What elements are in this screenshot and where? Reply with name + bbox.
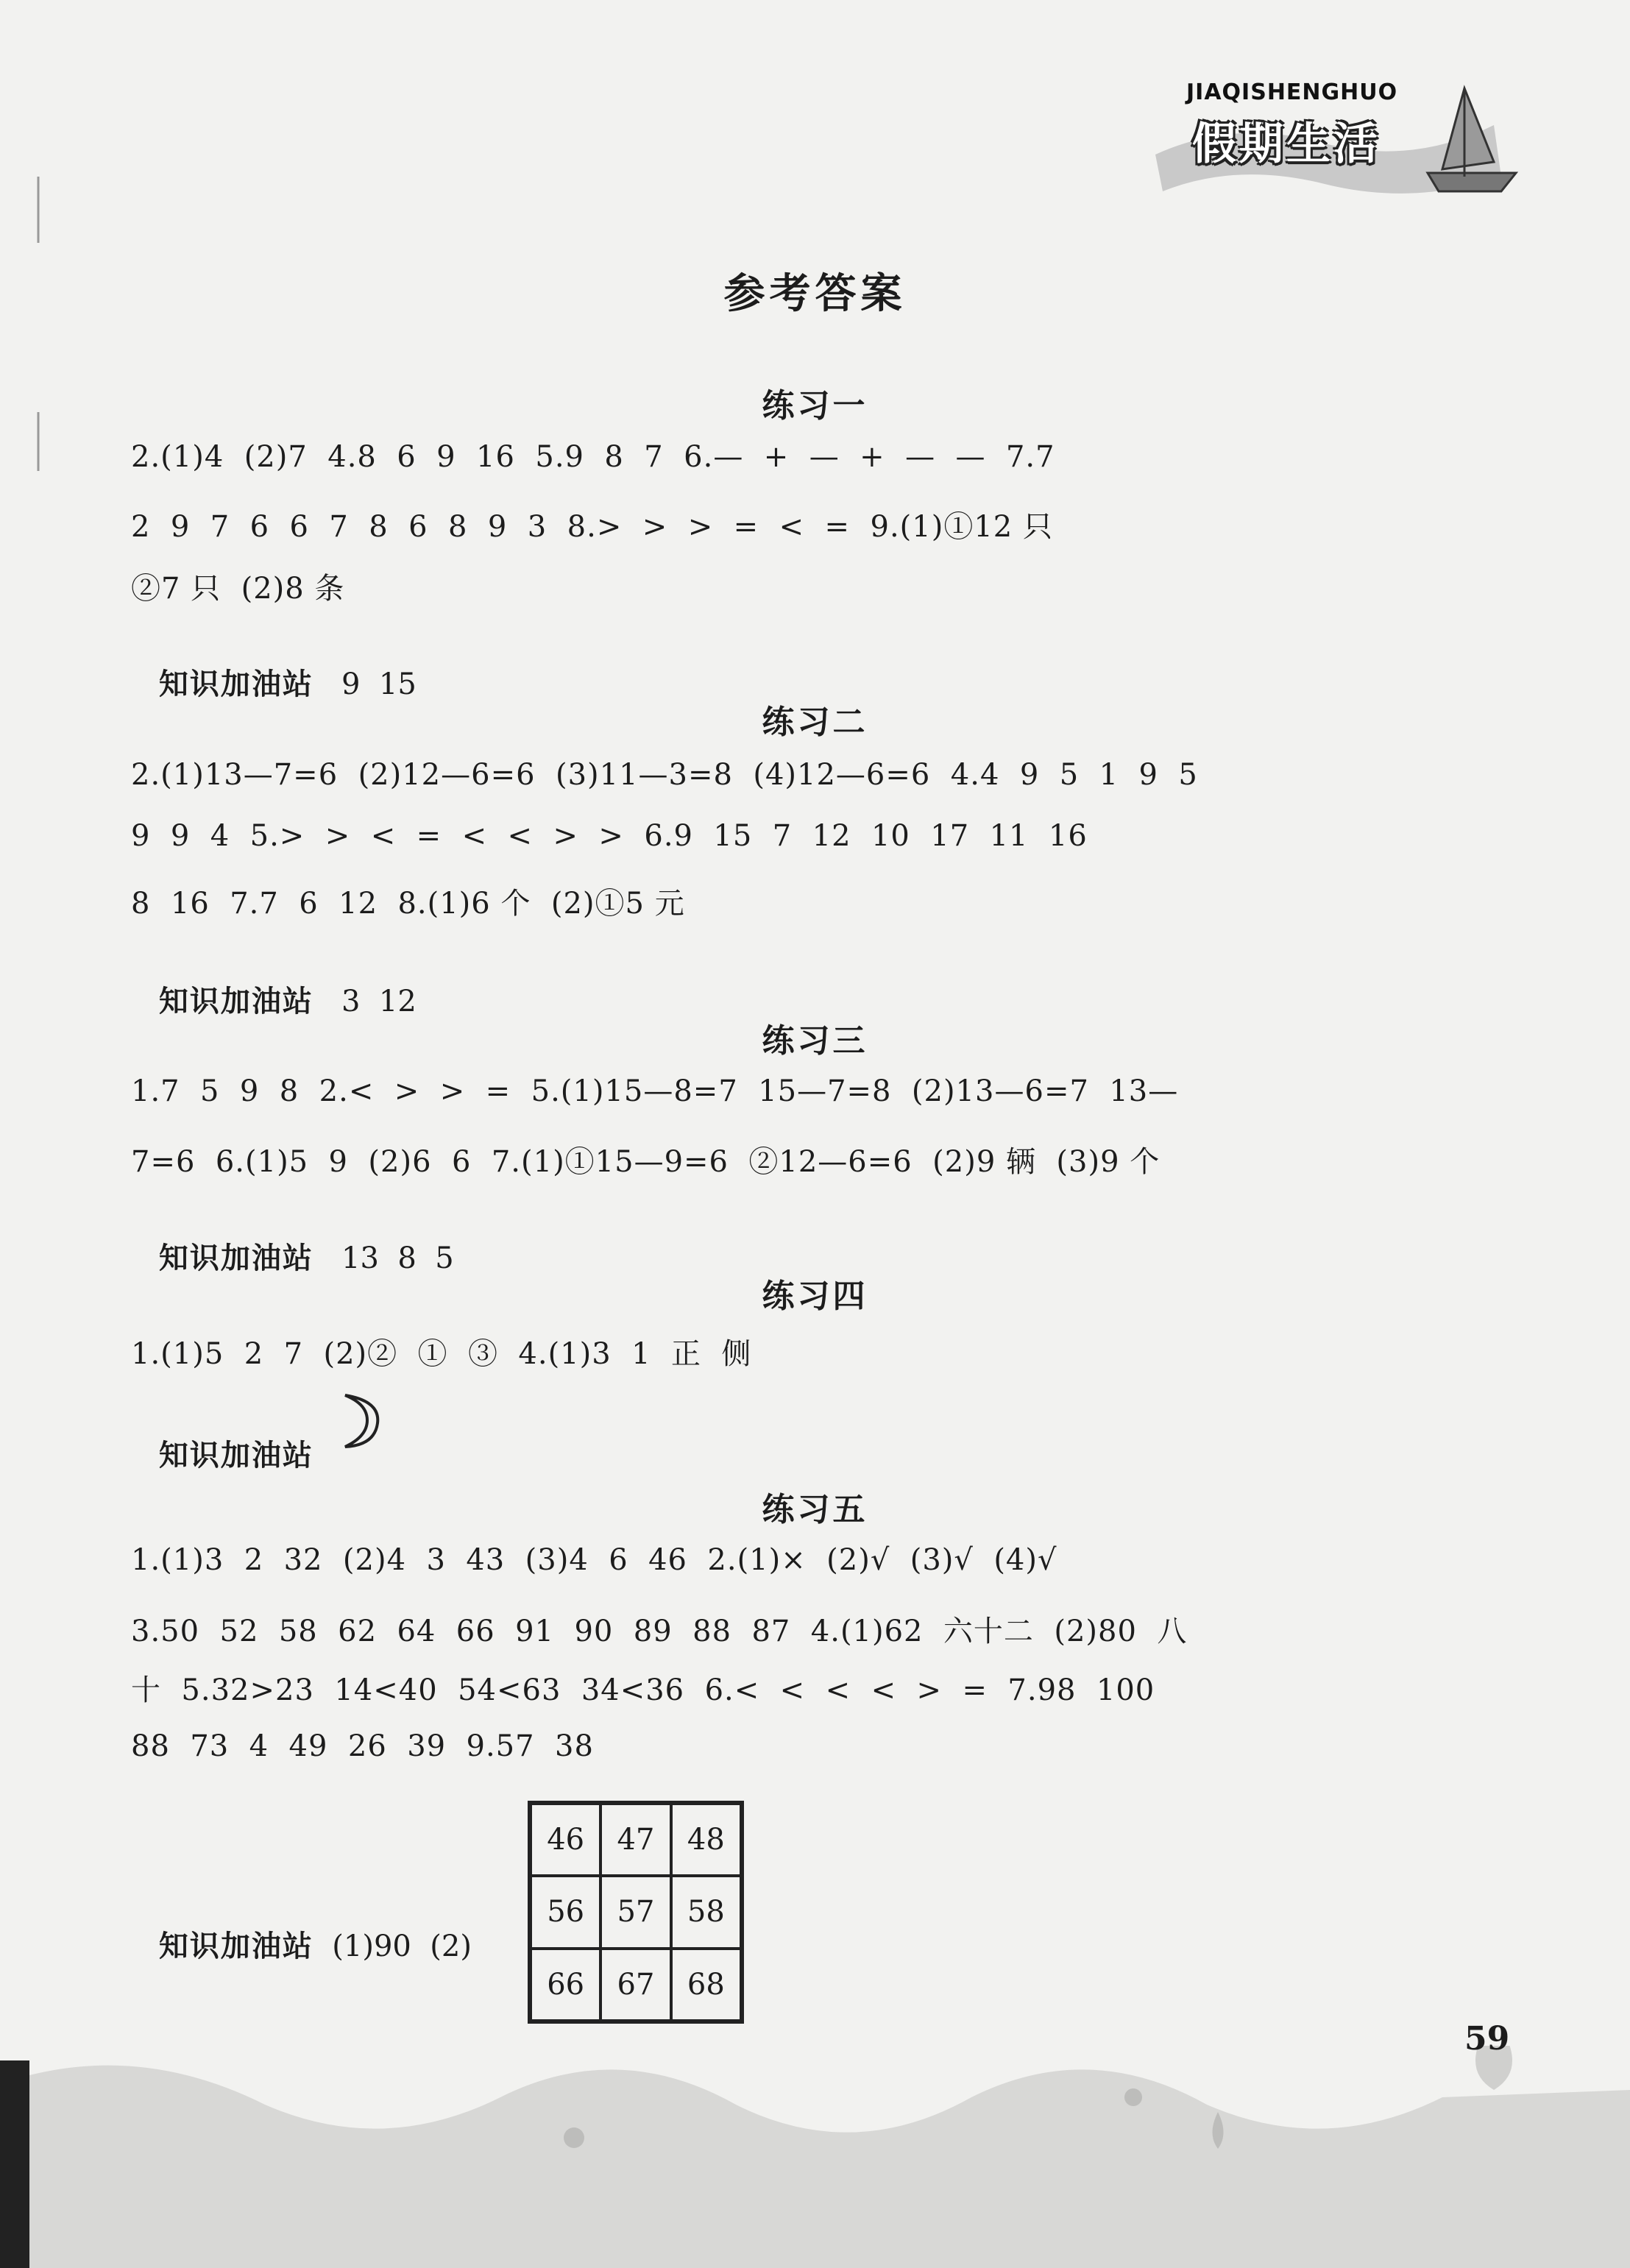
answer-line: 7=6 6.(1)5 9 (2)6 6 7.(1)①15—9=6 ②12—6=6 (2)9 辆 (3)9 个 [131, 1145, 1161, 1179]
grid-cell: 66 [531, 1949, 600, 2021]
answer-line: 2 9 7 6 6 7 8 6 8 9 3 8.> > > = < = 9.(1)①12 只 [131, 510, 1053, 544]
answer-line: 十 5.32>23 14<40 54<63 34<36 6.< < < < > = 7.98 100 [131, 1673, 1155, 1707]
answer-line: 3.50 52 58 62 64 66 91 90 89 88 87 4.(1)62 六十二 (2)80 八 [131, 1615, 1188, 1648]
knowledge-station-value: 13 8 5 [341, 1241, 454, 1275]
section-title-3: 练习三 [762, 1022, 868, 1060]
crescent-moon-icon [335, 1391, 386, 1450]
wave-decoration [0, 2046, 1630, 2268]
section-title-4: 练习四 [762, 1277, 868, 1315]
knowledge-station [121, 1889, 472, 1999]
answer-line: 1.7 5 9 8 2.< > > = 5.(1)15—8=7 15—7=8 (2)13—6=7 13— [131, 1074, 1179, 1108]
section-title-2: 练习二 [762, 704, 868, 741]
binding-edge [0, 0, 44, 2268]
header-logo [1148, 59, 1531, 199]
page-number: 59 [1464, 2020, 1510, 2058]
answer-line: ②7 只 (2)8 条 [131, 572, 345, 606]
grid-cell: 47 [600, 1804, 670, 1876]
knowledge-station-label: 知识加油站 [158, 1439, 313, 1473]
answer-line: 2.(1)4 (2)7 4.8 6 9 16 5.9 8 7 6.— + — + — — 7.7 [131, 440, 1055, 474]
grid-cell: 46 [531, 1804, 600, 1876]
grid-cell: 68 [671, 1949, 741, 2021]
knowledge-station-label: 知识加油站 [158, 1929, 313, 1963]
section-title-5: 练习五 [762, 1491, 868, 1528]
grid-cell: 56 [531, 1876, 600, 1948]
knowledge-station-value: 3 12 [341, 985, 417, 1018]
knowledge-station-value: (1)90 (2) [332, 1929, 472, 1963]
answer-line: 88 73 4 49 26 39 9.57 38 [131, 1729, 594, 1763]
knowledge-station-label: 知识加油站 [158, 985, 313, 1018]
page-title: 参考答案 [723, 270, 907, 318]
answer-line: 1.(1)5 2 7 (2)② ① ③ 4.(1)3 1 正 侧 [131, 1337, 752, 1371]
logo-pinyin: JIAQISHENGHUO [1186, 79, 1398, 105]
knowledge-station-value: 9 15 [341, 667, 417, 701]
section-title-1: 练习一 [762, 387, 868, 425]
answer-line: 2.(1)13—7=6 (2)12—6=6 (3)11—3=8 (4)12—6=6 4.4 9 5 1 9 5 [131, 758, 1198, 792]
number-grid [528, 1801, 744, 2024]
knowledge-station-label: 知识加油站 [158, 667, 313, 701]
answer-line: 9 9 4 5.> > < = < < > > 6.9 15 7 12 10 17 11 16 [131, 819, 1088, 853]
logo-title: 假期生活 [1192, 118, 1381, 170]
answer-line: 1.(1)3 2 32 (2)4 3 43 (3)4 6 46 2.(1)× (2)√ (3)√ (4)√ [131, 1543, 1057, 1577]
answer-line: 8 16 7.7 6 12 8.(1)6 个 (2)①5 元 [131, 887, 685, 921]
grid-cell: 58 [671, 1876, 741, 1948]
grid-cell: 48 [671, 1804, 741, 1876]
knowledge-station-label: 知识加油站 [158, 1241, 313, 1275]
grid-cell: 67 [600, 1949, 670, 2021]
grid-cell: 57 [600, 1876, 670, 1948]
